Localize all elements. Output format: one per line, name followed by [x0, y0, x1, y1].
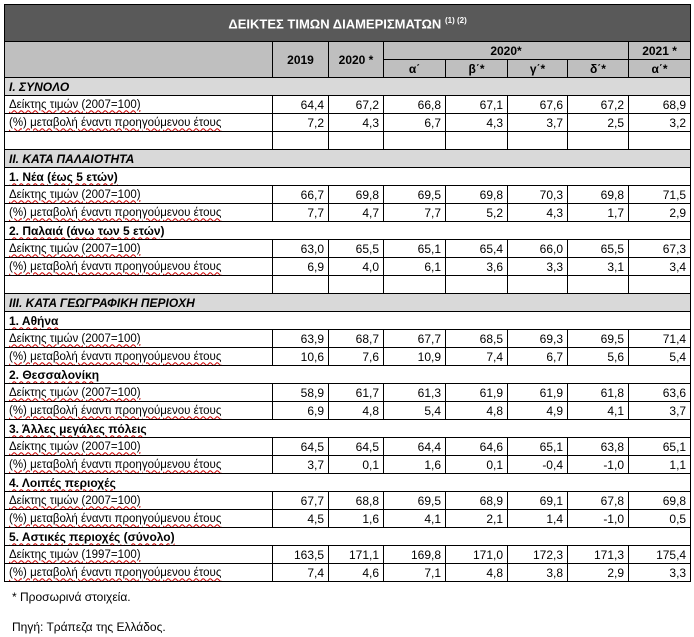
- value-cell: 64,5: [273, 438, 329, 456]
- spacer-cell: [629, 132, 691, 150]
- row-label: [5, 384, 273, 402]
- section-title: ΙΙ. ΚΑΤΑ ΠΑΛΑΙΟΤΗΤΑ: [5, 150, 691, 168]
- value-cell: 6,7: [508, 348, 568, 366]
- section-title: ΙΙΙ. ΚΑΤΑ ΓΕΩΓΡΑΦΙΚΗ ΠΕΡΙΟΧΗ: [5, 294, 691, 312]
- row-label: [5, 438, 273, 456]
- row-label-text: Δείκτης τιμών (1997=100): [9, 548, 141, 561]
- row-label-text: Δείκτης τιμών (2007=100): [9, 242, 141, 255]
- value-cell: 1,6: [329, 510, 384, 528]
- header-2021: 2021 *: [629, 42, 691, 60]
- subsection-row: [5, 420, 691, 438]
- value-cell: 67,7: [273, 492, 329, 510]
- value-cell: 63,6: [629, 384, 691, 402]
- value-cell: 65,1: [629, 438, 691, 456]
- value-cell: 172,3: [508, 546, 568, 564]
- value-cell: 4,5: [273, 510, 329, 528]
- row-label: [5, 546, 273, 564]
- subsection-row: [5, 168, 691, 186]
- value-cell: 6,1: [384, 258, 446, 276]
- table-row: [5, 402, 691, 420]
- value-cell: 4,6: [329, 564, 384, 582]
- subsection-title: [5, 528, 691, 546]
- value-cell: 64,5: [329, 438, 384, 456]
- value-cell: 2,1: [446, 510, 508, 528]
- spacer-cell: [508, 132, 568, 150]
- spacer-cell: [273, 132, 329, 150]
- table-row: [5, 114, 691, 132]
- value-cell: 64,4: [273, 96, 329, 114]
- spacer-cell: [446, 132, 508, 150]
- value-cell: 163,5: [273, 546, 329, 564]
- title-notes: (1) (2): [444, 16, 467, 26]
- value-cell: 65,4: [446, 240, 508, 258]
- row-label: [5, 258, 273, 276]
- row-label: [5, 204, 273, 222]
- value-cell: 4,7: [329, 204, 384, 222]
- value-cell: 175,4: [629, 546, 691, 564]
- value-cell: 4,3: [446, 114, 508, 132]
- value-cell: 6,7: [384, 114, 446, 132]
- row-label: [5, 96, 273, 114]
- value-cell: 5,2: [446, 204, 508, 222]
- spacer-cell: [273, 276, 329, 294]
- apartment-price-index-table: [4, 4, 691, 582]
- table-title: [5, 5, 691, 42]
- value-cell: 65,1: [384, 240, 446, 258]
- section-header-row: [5, 294, 691, 312]
- section-header-row: [5, 78, 691, 96]
- value-cell: 66,7: [273, 186, 329, 204]
- value-cell: 61,3: [384, 384, 446, 402]
- value-cell: 67,6: [508, 96, 568, 114]
- value-cell: 169,8: [384, 546, 446, 564]
- row-label: [5, 114, 273, 132]
- row-label: [5, 456, 273, 474]
- table-row: [5, 186, 691, 204]
- row-label-text: (%) μεταβολή έναντι προηγούμενου έτους: [9, 206, 222, 219]
- table-row: [5, 96, 691, 114]
- table-row: [5, 384, 691, 402]
- row-label: [5, 564, 273, 582]
- spacer-cell: [629, 276, 691, 294]
- value-cell: 69,8: [446, 186, 508, 204]
- row-label-text: (%) μεταβολή έναντι προηγούμενου έτους: [9, 404, 222, 417]
- value-cell: 3,3: [629, 564, 691, 582]
- value-cell: 67,7: [384, 330, 446, 348]
- value-cell: 10,9: [384, 348, 446, 366]
- table-row: [5, 564, 691, 582]
- value-cell: 2,5: [568, 114, 629, 132]
- subsection-title-text: 2. Θεσσαλονίκη: [9, 367, 100, 382]
- section-header-row: [5, 150, 691, 168]
- spacer-cell: [329, 276, 384, 294]
- spacer-cell: [568, 132, 629, 150]
- row-label: [5, 330, 273, 348]
- value-cell: 70,3: [508, 186, 568, 204]
- header-label-cell: [5, 42, 273, 78]
- spacer-row: [5, 132, 691, 150]
- value-cell: 67,2: [568, 96, 629, 114]
- value-cell: 1,7: [568, 204, 629, 222]
- table-row: [5, 456, 691, 474]
- row-label: [5, 240, 273, 258]
- row-label-text: Δείκτης τιμών (2007=100): [9, 332, 141, 345]
- value-cell: 63,9: [273, 330, 329, 348]
- spacer-cell: [384, 132, 446, 150]
- header-q2: β΄*: [446, 60, 508, 78]
- value-cell: 67,1: [446, 96, 508, 114]
- value-cell: 66,0: [508, 240, 568, 258]
- table-row: [5, 240, 691, 258]
- header-2020-annual: 2020 *: [329, 42, 384, 78]
- value-cell: 7,1: [384, 564, 446, 582]
- value-cell: 65,5: [568, 240, 629, 258]
- value-cell: 4,8: [446, 402, 508, 420]
- value-cell: 7,7: [384, 204, 446, 222]
- value-cell: 0,1: [446, 456, 508, 474]
- footnote: * Προσωρινά στοιχεία.: [12, 590, 131, 604]
- value-cell: 10,6: [273, 348, 329, 366]
- row-label: [5, 492, 273, 510]
- value-cell: 1,6: [384, 456, 446, 474]
- value-cell: 65,1: [508, 438, 568, 456]
- value-cell: 67,2: [329, 96, 384, 114]
- row-label-text: Δείκτης τιμών (2007=100): [9, 98, 141, 111]
- row-label-text: (%) μεταβολή έναντι προηγούμενου έτους: [9, 512, 222, 525]
- table-row: [5, 510, 691, 528]
- value-cell: 69,5: [568, 330, 629, 348]
- subsection-title: [5, 168, 691, 186]
- value-cell: 58,9: [273, 384, 329, 402]
- value-cell: 69,1: [508, 492, 568, 510]
- value-cell: 4,9: [508, 402, 568, 420]
- value-cell: 6,9: [273, 258, 329, 276]
- header-2020-quarters: 2020*: [384, 42, 629, 60]
- row-label-text: Δείκτης τιμών (2007=100): [9, 188, 141, 201]
- row-label: [5, 510, 273, 528]
- value-cell: 6,9: [273, 402, 329, 420]
- value-cell: 2,9: [629, 204, 691, 222]
- spacer-cell: [5, 132, 273, 150]
- value-cell: 68,5: [446, 330, 508, 348]
- value-cell: 69,8: [329, 186, 384, 204]
- value-cell: -0,4: [508, 456, 568, 474]
- value-cell: 61,7: [329, 384, 384, 402]
- value-cell: 69,5: [384, 492, 446, 510]
- value-cell: -1,0: [568, 510, 629, 528]
- value-cell: 68,7: [329, 330, 384, 348]
- subsection-title-text: 4. Λοιπές περιοχές: [9, 475, 116, 490]
- spacer-cell: [329, 132, 384, 150]
- value-cell: 69,8: [629, 492, 691, 510]
- row-label-text: (%) μεταβολή έναντι προηγούμενου έτους: [9, 350, 222, 363]
- value-cell: 7,7: [273, 204, 329, 222]
- value-cell: 69,5: [384, 186, 446, 204]
- subsection-row: [5, 312, 691, 330]
- value-cell: 7,4: [273, 564, 329, 582]
- value-cell: 66,8: [384, 96, 446, 114]
- value-cell: 67,8: [568, 492, 629, 510]
- value-cell: 4,1: [384, 510, 446, 528]
- value-cell: 4,8: [446, 564, 508, 582]
- value-cell: 4,0: [329, 258, 384, 276]
- subsection-row: [5, 474, 691, 492]
- subsection-title-text: 3. Άλλες μεγάλες πόλεις: [9, 421, 147, 436]
- value-cell: 4,3: [508, 204, 568, 222]
- value-cell: 69,3: [508, 330, 568, 348]
- value-cell: 71,4: [629, 330, 691, 348]
- table-row: [5, 330, 691, 348]
- subsection-row: [5, 528, 691, 546]
- spacer-cell: [508, 276, 568, 294]
- value-cell: 7,4: [446, 348, 508, 366]
- value-cell: 61,8: [568, 384, 629, 402]
- table-row: [5, 546, 691, 564]
- value-cell: -1,0: [568, 456, 629, 474]
- subsection-row: [5, 366, 691, 384]
- row-label: [5, 186, 273, 204]
- spacer-cell: [568, 276, 629, 294]
- row-label-text: (%) μεταβολή έναντι προηγούμενου έτους: [9, 566, 222, 579]
- value-cell: 3,1: [568, 258, 629, 276]
- subsection-title-text: 2. Παλαιά (άνω των 5 ετών): [9, 223, 165, 238]
- value-cell: 171,0: [446, 546, 508, 564]
- value-cell: 68,9: [446, 492, 508, 510]
- value-cell: 7,6: [329, 348, 384, 366]
- header-q4: δ΄*: [568, 60, 629, 78]
- subsection-title: [5, 366, 691, 384]
- value-cell: 5,4: [384, 402, 446, 420]
- subsection-title-text: 1. Νέα (έως 5 ετών): [9, 169, 118, 184]
- row-label-text: (%) μεταβολή έναντι προηγούμενου έτους: [9, 458, 222, 471]
- table-row: [5, 438, 691, 456]
- value-cell: 71,5: [629, 186, 691, 204]
- value-cell: 171,1: [329, 546, 384, 564]
- value-cell: 63,0: [273, 240, 329, 258]
- value-cell: 67,3: [629, 240, 691, 258]
- table-row: [5, 348, 691, 366]
- value-cell: 61,9: [508, 384, 568, 402]
- value-cell: 61,9: [446, 384, 508, 402]
- value-cell: 171,3: [568, 546, 629, 564]
- value-cell: 3,4: [629, 258, 691, 276]
- value-cell: 3,6: [446, 258, 508, 276]
- table-row: [5, 258, 691, 276]
- header-row-years: [5, 42, 691, 60]
- spacer-cell: [384, 276, 446, 294]
- row-label-text: (%) μεταβολή έναντι προηγούμενου έτους: [9, 260, 222, 273]
- value-cell: 64,4: [384, 438, 446, 456]
- value-cell: 4,1: [568, 402, 629, 420]
- table-row: [5, 204, 691, 222]
- value-cell: 3,7: [629, 402, 691, 420]
- row-label-text: (%) μεταβολή έναντι προηγούμενου έτους: [9, 116, 222, 129]
- header-q3: γ΄*: [508, 60, 568, 78]
- value-cell: 0,1: [329, 456, 384, 474]
- value-cell: 5,6: [568, 348, 629, 366]
- value-cell: 3,8: [508, 564, 568, 582]
- source-note: Πηγή: Τράπεζα της Ελλάδος.: [12, 620, 166, 634]
- subsection-title-text: 5. Αστικές περιοχές (σύνολο): [9, 529, 175, 544]
- value-cell: 1,1: [629, 456, 691, 474]
- value-cell: 2,9: [568, 564, 629, 582]
- table-title-text: ΔΕΙΚΤΕΣ ΤΙΜΩΝ ΔΙΑΜΕΡΙΣΜΑΤΩΝ: [228, 16, 442, 32]
- value-cell: 64,6: [446, 438, 508, 456]
- value-cell: 0,5: [629, 510, 691, 528]
- value-cell: 4,3: [329, 114, 384, 132]
- row-label: [5, 402, 273, 420]
- row-label-text: Δείκτης τιμών (2007=100): [9, 494, 141, 507]
- header-q1: α΄: [384, 60, 446, 78]
- spacer-cell: [446, 276, 508, 294]
- value-cell: 69,8: [568, 186, 629, 204]
- value-cell: 1,4: [508, 510, 568, 528]
- value-cell: 3,2: [629, 114, 691, 132]
- value-cell: 63,8: [568, 438, 629, 456]
- subsection-title: [5, 420, 691, 438]
- value-cell: 5,4: [629, 348, 691, 366]
- value-cell: 3,7: [508, 114, 568, 132]
- spacer-cell: [5, 276, 273, 294]
- value-cell: 7,2: [273, 114, 329, 132]
- value-cell: 3,7: [273, 456, 329, 474]
- subsection-title: [5, 222, 691, 240]
- row-label-text: Δείκτης τιμών (2007=100): [9, 386, 141, 399]
- value-cell: 68,9: [629, 96, 691, 114]
- value-cell: 68,8: [329, 492, 384, 510]
- value-cell: 65,5: [329, 240, 384, 258]
- spacer-row: [5, 276, 691, 294]
- subsection-row: [5, 222, 691, 240]
- subsection-title-text: 1. Αθήνα: [9, 313, 59, 328]
- value-cell: 4,8: [329, 402, 384, 420]
- subsection-title: [5, 312, 691, 330]
- header-2019: 2019: [273, 42, 329, 78]
- row-label: [5, 348, 273, 366]
- section-title: Ι. ΣΥΝΟΛΟ: [5, 78, 691, 96]
- value-cell: 3,3: [508, 258, 568, 276]
- table-row: [5, 492, 691, 510]
- row-label-text: Δείκτης τιμών (2007=100): [9, 440, 141, 453]
- subsection-title: [5, 474, 691, 492]
- header-q1-2021: α΄*: [629, 60, 691, 78]
- table-title-row: [5, 5, 691, 42]
